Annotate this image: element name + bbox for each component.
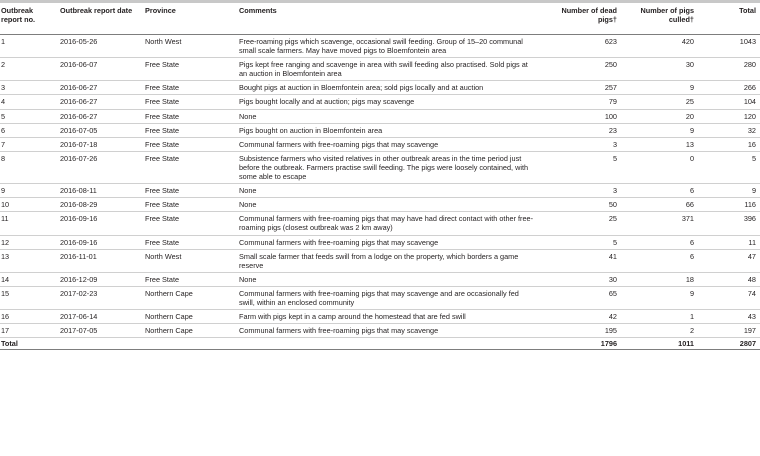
pigs-culled-cell: 9 — [623, 123, 700, 137]
province-cell: Free State — [139, 272, 233, 286]
total-cell: 43 — [700, 310, 760, 324]
report-no-cell: 9 — [0, 184, 54, 198]
table-footer — [0, 338, 760, 350]
header-report-date: Outbreak report date — [54, 3, 139, 35]
report-no-cell: 10 — [0, 198, 54, 212]
report-no-cell: 3 — [0, 81, 54, 95]
report-date-cell: 2016-09-16 — [54, 212, 139, 235]
pigs-culled-cell: 18 — [623, 272, 700, 286]
pigs-culled-cell: 25 — [623, 95, 700, 109]
header-pigs-culled: Number of pigs culled† — [623, 3, 700, 35]
comments-cell: None — [233, 184, 541, 198]
pigs-culled-cell: 2 — [623, 324, 700, 338]
pigs-culled-cell: 9 — [623, 286, 700, 309]
comments-cell: Subsistence farmers who visited relatives in other outbreak areas in the time period just before the outbreak. Farmers practise swill feeding. The pigs were loosely contained, with some able to escape — [233, 151, 541, 183]
table-row — [0, 95, 760, 109]
totals-label: Total — [0, 338, 54, 350]
dead-pigs-cell: 41 — [541, 249, 623, 272]
table-body — [0, 35, 760, 338]
table-row — [0, 137, 760, 151]
comments-cell: Bought pigs at auction in Bloemfontein area; sold pigs locally and at auction — [233, 81, 541, 95]
comments-cell: Pigs bought locally and at auction; pigs may scavenge — [233, 95, 541, 109]
report-no-cell: 16 — [0, 310, 54, 324]
total-cell: 116 — [700, 198, 760, 212]
table-row — [0, 151, 760, 183]
pigs-culled-cell: 9 — [623, 81, 700, 95]
pigs-culled-cell: 13 — [623, 137, 700, 151]
table-row — [0, 35, 760, 58]
total-cell: 47 — [700, 249, 760, 272]
table-row — [0, 109, 760, 123]
report-no-cell: 15 — [0, 286, 54, 309]
report-date-cell: 2016-06-07 — [54, 58, 139, 81]
report-no-cell: 8 — [0, 151, 54, 183]
dead-pigs-cell: 3 — [541, 137, 623, 151]
report-date-cell: 2016-08-11 — [54, 184, 139, 198]
province-cell: Free State — [139, 235, 233, 249]
totals-empty-cell — [54, 338, 139, 350]
totals-empty-cell — [233, 338, 541, 350]
report-no-cell: 12 — [0, 235, 54, 249]
pigs-culled-cell: 20 — [623, 109, 700, 123]
table-row — [0, 212, 760, 235]
report-date-cell: 2016-07-26 — [54, 151, 139, 183]
comments-cell: None — [233, 198, 541, 212]
report-date-cell: 2016-06-27 — [54, 81, 139, 95]
comments-cell: Pigs kept free ranging and scavenge in area with swill feeding also practised. Sold pigs at an auction in Bloemfontein area — [233, 58, 541, 81]
report-no-cell: 7 — [0, 137, 54, 151]
report-date-cell: 2016-06-27 — [54, 109, 139, 123]
report-date-cell: 2017-02-23 — [54, 286, 139, 309]
pigs-culled-cell: 0 — [623, 151, 700, 183]
province-cell: Free State — [139, 95, 233, 109]
comments-cell: Communal farmers with free-roaming pigs that may scavenge — [233, 235, 541, 249]
comments-cell: None — [233, 109, 541, 123]
dead-pigs-cell: 65 — [541, 286, 623, 309]
province-cell: Free State — [139, 151, 233, 183]
total-cell: 48 — [700, 272, 760, 286]
comments-cell: None — [233, 272, 541, 286]
report-date-cell: 2016-08-29 — [54, 198, 139, 212]
comments-cell: Communal farmers with free-roaming pigs that may scavenge — [233, 324, 541, 338]
province-cell: Free State — [139, 123, 233, 137]
total-cell: 74 — [700, 286, 760, 309]
comments-cell: Free-roaming pigs which scavenge, occasional swill feeding. Group of 15–20 communal small scale farmers. May have moved pigs to Bloemfontein area — [233, 35, 541, 58]
table-row — [0, 324, 760, 338]
totals-row — [0, 338, 760, 350]
report-date-cell: 2016-12-09 — [54, 272, 139, 286]
province-cell: Free State — [139, 109, 233, 123]
totals-empty-cell — [139, 338, 233, 350]
report-no-cell: 1 — [0, 35, 54, 58]
dead-pigs-cell: 250 — [541, 58, 623, 81]
table-row — [0, 123, 760, 137]
total-cell: 280 — [700, 58, 760, 81]
table-row — [0, 184, 760, 198]
report-no-cell: 14 — [0, 272, 54, 286]
pigs-culled-cell: 30 — [623, 58, 700, 81]
report-no-cell: 13 — [0, 249, 54, 272]
dead-pigs-cell: 5 — [541, 151, 623, 183]
report-no-cell: 17 — [0, 324, 54, 338]
total-cell: 1043 — [700, 35, 760, 58]
total-cell: 104 — [700, 95, 760, 109]
dead-pigs-cell: 5 — [541, 235, 623, 249]
dead-pigs-cell: 79 — [541, 95, 623, 109]
province-cell: North West — [139, 249, 233, 272]
report-date-cell: 2016-09-16 — [54, 235, 139, 249]
report-date-cell: 2016-05-26 — [54, 35, 139, 58]
report-date-cell: 2016-07-05 — [54, 123, 139, 137]
report-date-cell: 2017-07-05 — [54, 324, 139, 338]
report-no-cell: 6 — [0, 123, 54, 137]
comments-cell: Farm with pigs kept in a camp around the homestead that are fed swill — [233, 310, 541, 324]
comments-cell: Communal farmers with free-roaming pigs that may have had direct contact with other free-roaming pigs (closest outbreak was 2 km away) — [233, 212, 541, 235]
pigs-culled-cell: 1 — [623, 310, 700, 324]
comments-cell: Communal farmers with free-roaming pigs that may scavenge — [233, 137, 541, 151]
outbreak-table — [0, 3, 760, 350]
report-no-cell: 5 — [0, 109, 54, 123]
province-cell: Free State — [139, 58, 233, 81]
dead-pigs-cell: 25 — [541, 212, 623, 235]
report-no-cell: 2 — [0, 58, 54, 81]
total-cell: 5 — [700, 151, 760, 183]
header-report-no: Outbreak report no. — [0, 3, 54, 35]
total-cell: 396 — [700, 212, 760, 235]
dead-pigs-cell: 23 — [541, 123, 623, 137]
province-cell: Northern Cape — [139, 324, 233, 338]
table-row — [0, 249, 760, 272]
table-header — [0, 3, 760, 35]
province-cell: North West — [139, 35, 233, 58]
header-total: Total — [700, 3, 760, 35]
totals-culled: 1011 — [623, 338, 700, 350]
comments-cell: Pigs bought on auction in Bloemfontein area — [233, 123, 541, 137]
pigs-culled-cell: 420 — [623, 35, 700, 58]
table-row — [0, 81, 760, 95]
province-cell: Free State — [139, 198, 233, 212]
pigs-culled-cell: 66 — [623, 198, 700, 212]
report-no-cell: 4 — [0, 95, 54, 109]
report-date-cell: 2016-07-18 — [54, 137, 139, 151]
pigs-culled-cell: 371 — [623, 212, 700, 235]
total-cell: 120 — [700, 109, 760, 123]
dead-pigs-cell: 3 — [541, 184, 623, 198]
header-dead-pigs: Number of dead pigs† — [541, 3, 623, 35]
comments-cell: Small scale farmer that feeds swill from a lodge on the property, which borders a game reserve — [233, 249, 541, 272]
dead-pigs-cell: 100 — [541, 109, 623, 123]
pigs-culled-cell: 6 — [623, 184, 700, 198]
report-date-cell: 2016-11-01 — [54, 249, 139, 272]
table-row — [0, 286, 760, 309]
province-cell: Free State — [139, 212, 233, 235]
report-date-cell: 2016-06-27 — [54, 95, 139, 109]
dead-pigs-cell: 623 — [541, 35, 623, 58]
total-cell: 9 — [700, 184, 760, 198]
pigs-culled-cell: 6 — [623, 249, 700, 272]
province-cell: Free State — [139, 137, 233, 151]
report-date-cell: 2017-06-14 — [54, 310, 139, 324]
province-cell: Free State — [139, 81, 233, 95]
dead-pigs-cell: 50 — [541, 198, 623, 212]
table-row — [0, 198, 760, 212]
total-cell: 197 — [700, 324, 760, 338]
province-cell: Free State — [139, 184, 233, 198]
dead-pigs-cell: 42 — [541, 310, 623, 324]
table-row — [0, 58, 760, 81]
dead-pigs-cell: 195 — [541, 324, 623, 338]
total-cell: 11 — [700, 235, 760, 249]
header-province: Province — [139, 3, 233, 35]
totals-total: 2807 — [700, 338, 760, 350]
header-comments: Comments — [233, 3, 541, 35]
pigs-culled-cell: 6 — [623, 235, 700, 249]
table-row — [0, 310, 760, 324]
province-cell: Northern Cape — [139, 286, 233, 309]
total-cell: 266 — [700, 81, 760, 95]
report-no-cell: 11 — [0, 212, 54, 235]
total-cell: 32 — [700, 123, 760, 137]
dead-pigs-cell: 30 — [541, 272, 623, 286]
total-cell: 16 — [700, 137, 760, 151]
totals-dead: 1796 — [541, 338, 623, 350]
comments-cell: Communal farmers with free-roaming pigs that may scavenge and are occasionally fed swill, within an enclosed community — [233, 286, 541, 309]
table-row — [0, 235, 760, 249]
dead-pigs-cell: 257 — [541, 81, 623, 95]
table-row — [0, 272, 760, 286]
province-cell: Northern Cape — [139, 310, 233, 324]
